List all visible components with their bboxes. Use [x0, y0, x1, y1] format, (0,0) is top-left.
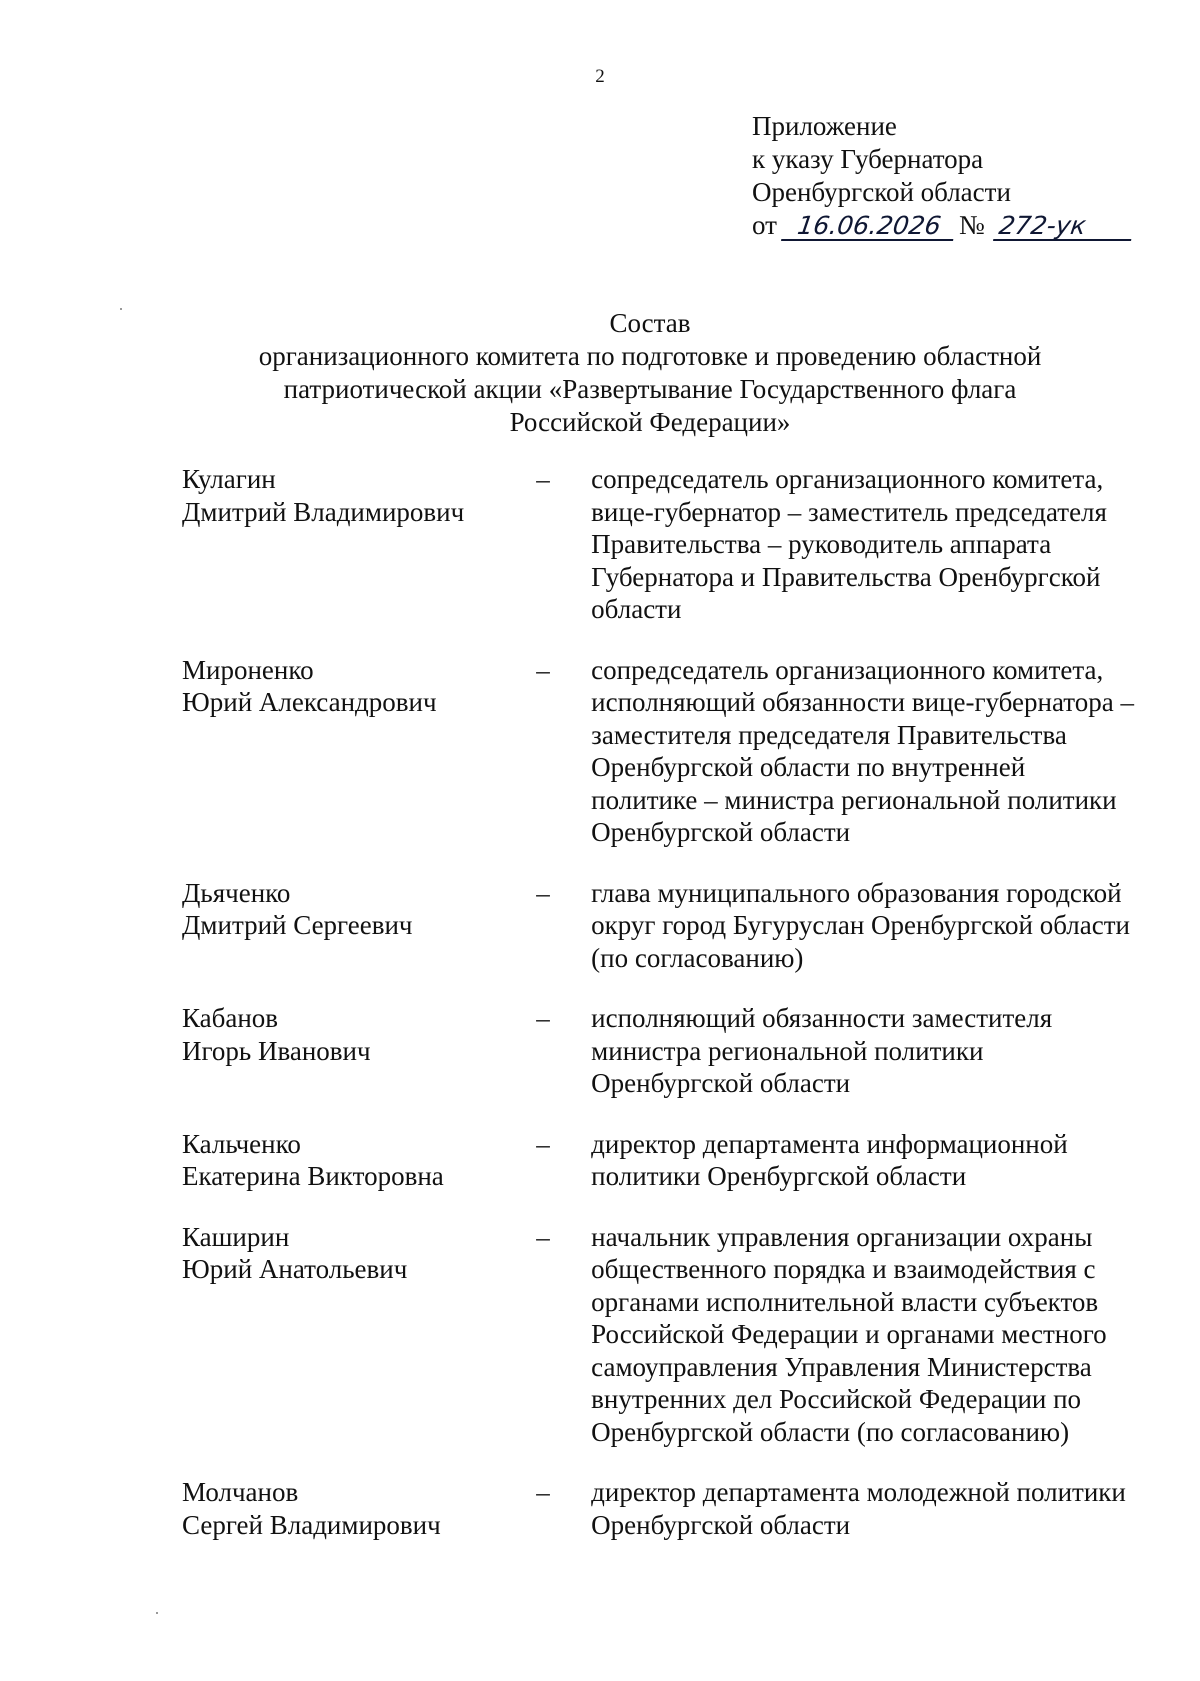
member-surname: Молчанов	[182, 1477, 299, 1507]
position-line: Губернатора и Правительства Оренбургской	[591, 561, 1101, 592]
member-entry	[182, 1476, 1162, 1541]
position-line: Правительства – руководитель аппарата	[591, 529, 1052, 559]
position-line: Оренбургской области	[591, 1509, 851, 1540]
member-entry	[182, 1002, 1162, 1100]
position-line: директор департамента информационной	[591, 1128, 1068, 1159]
member-surname: Каширин	[182, 1221, 290, 1252]
position-line: Оренбургской области	[591, 817, 851, 847]
position-line: округ город Бугуруслан Оренбургской области	[591, 910, 1130, 940]
position-line: исполняющий обязанности вице-губернатора –	[591, 687, 1134, 717]
position-line: исполняющий обязанности заместителя	[591, 1003, 1053, 1033]
heading-line: организационного комитета по подготовке и проведению областной	[258, 341, 1042, 371]
page-number: 2	[595, 66, 605, 87]
number-label: №	[958, 210, 985, 240]
member-dash: –	[536, 464, 550, 494]
member-entry	[182, 877, 1162, 975]
member-position	[591, 1128, 1162, 1193]
member-surname: Кабанов	[182, 1003, 279, 1033]
decree-date: 16.06.2026	[781, 213, 957, 241]
member-position	[591, 463, 1162, 626]
position-line: начальник управления организации охраны	[591, 1221, 1093, 1252]
member-given-names: Дмитрий Владимирович	[182, 496, 465, 527]
position-line: общественного порядка и взаимодействия с	[591, 1254, 1096, 1284]
position-line: министра региональной политики	[591, 1035, 984, 1066]
appendix-line: Оренбургской области	[752, 177, 1011, 207]
member-surname: Мироненко	[182, 654, 314, 685]
position-line: Оренбургской области (по согласованию)	[591, 1416, 1070, 1447]
position-line: директор департамента молодежной политики	[591, 1477, 1126, 1507]
decree-number: 272-ук	[993, 213, 1135, 241]
member-position	[591, 1221, 1162, 1449]
heading-line: Российской Федерации»	[509, 407, 791, 437]
appendix-line: к указу Губернатора	[752, 144, 984, 174]
member-name	[182, 1128, 536, 1193]
member-given-names: Игорь Иванович	[182, 1035, 371, 1066]
member-given-names: Юрий Александрович	[182, 687, 437, 717]
member-entry	[182, 1221, 1162, 1449]
member-entry	[182, 1128, 1162, 1193]
position-line: (по согласованию)	[591, 942, 804, 973]
member-dash: –	[536, 654, 550, 685]
member-name	[182, 1221, 536, 1449]
member-name	[182, 1476, 536, 1541]
member-entry	[182, 654, 1162, 849]
member-position	[591, 877, 1162, 975]
member-surname: Кулагин	[182, 464, 276, 494]
member-name	[182, 877, 536, 975]
member-given-names: Дмитрий Сергеевич	[182, 910, 413, 940]
appendix-block	[752, 110, 1133, 242]
member-position	[591, 1002, 1162, 1100]
member-dash: –	[536, 1003, 550, 1033]
member-name	[182, 463, 536, 626]
member-dash: –	[536, 1128, 550, 1159]
appendix-line: Приложение	[752, 111, 897, 141]
position-line: сопредседатель организационного комитета,	[591, 654, 1104, 685]
member-name	[182, 1002, 536, 1100]
member-dash: –	[536, 1477, 550, 1507]
position-line: самоуправления Управления Министерства	[591, 1351, 1092, 1382]
member-given-names: Сергей Владимирович	[182, 1509, 441, 1540]
from-label: от	[752, 210, 777, 240]
position-line: области	[591, 594, 682, 624]
heading-title: Состав	[609, 308, 691, 338]
position-line: политике – министра региональной политики	[591, 784, 1117, 815]
member-dash: –	[536, 877, 550, 908]
position-line: внутренних дел Российской Федерации по	[591, 1384, 1082, 1414]
position-line: глава муниципального образования городской	[591, 877, 1122, 908]
member-dash: –	[536, 1221, 550, 1252]
heading-line: патриотической акции «Развертывание Государственного флага	[283, 374, 1017, 404]
position-line: заместителя председателя Правительства	[591, 719, 1067, 750]
member-name	[182, 654, 536, 849]
scan-speck	[156, 1612, 158, 1614]
position-line: Российской Федерации и органами местного	[591, 1319, 1107, 1349]
member-surname: Дьяченко	[182, 877, 291, 908]
members-list	[182, 463, 1162, 1541]
position-line: Оренбургской области по внутренней	[591, 752, 1026, 782]
member-given-names: Юрий Анатольевич	[182, 1254, 408, 1284]
member-position	[591, 654, 1162, 849]
position-line: вице-губернатор – заместитель председателя	[591, 496, 1107, 527]
scan-speck	[120, 308, 122, 310]
member-surname: Кальченко	[182, 1128, 301, 1159]
position-line: органами исполнительной власти субъектов	[591, 1286, 1099, 1317]
appendix-date-line	[752, 209, 1133, 242]
member-entry	[182, 463, 1162, 626]
document-heading	[0, 307, 1200, 439]
position-line: политики Оренбургской области	[591, 1161, 967, 1191]
member-given-names: Екатерина Викторовна	[182, 1161, 444, 1191]
position-line: Оренбургской области	[591, 1068, 851, 1098]
position-line: сопредседатель организационного комитета,	[591, 464, 1104, 494]
member-position	[591, 1476, 1162, 1541]
